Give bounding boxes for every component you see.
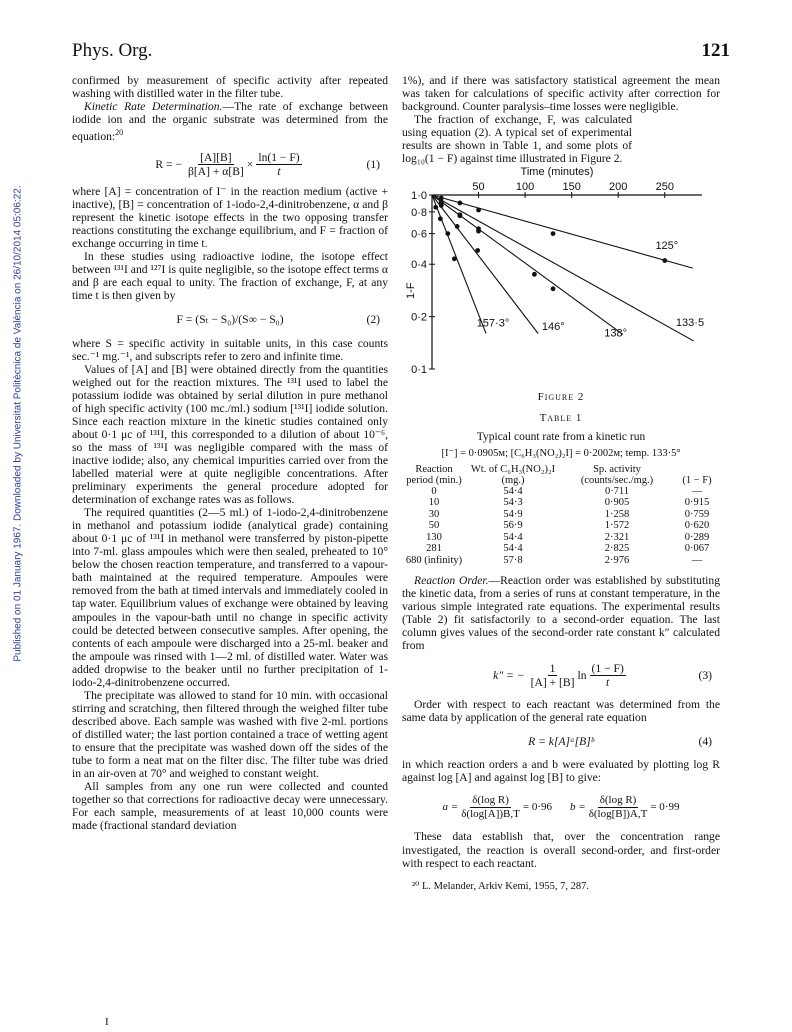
table-cell: 0·759 — [684, 508, 710, 520]
equation-number: (4) — [698, 734, 712, 748]
table-cell: 0·067 — [684, 543, 710, 555]
table-cell: 50 — [428, 520, 440, 532]
table-caption: Table 1 — [539, 412, 583, 425]
table-row — [402, 509, 720, 521]
table-header: Sp. activity (counts/sec./mg.) — [580, 463, 654, 486]
data-point — [445, 232, 450, 237]
data-point — [438, 217, 443, 222]
table-cell: 54·3 — [503, 497, 523, 509]
series-label: 125° — [655, 240, 679, 253]
table-cell: 680 (infinity) — [405, 554, 463, 566]
table-row — [402, 532, 720, 544]
table-cell: 1·572 — [604, 520, 630, 532]
data-point — [475, 248, 480, 253]
paragraph: Reaction Order.—Reaction order was established by substituting the kinetic data, from a series of runs at constant temperature, in the various simple integrated rate equations. The experimental results (Table 2) fit satisfactorily to a second-order equation. The last column gives values of the second-order rate constant k″ calculated from — [402, 574, 720, 653]
data-point — [458, 201, 463, 206]
section-heading: Kinetic Rate Determination. — [84, 100, 223, 114]
table-header-row — [402, 464, 720, 486]
table-conditions: [I⁻] = 0·0905м; [C₆H₃(NO₂)₂I] = 0·2002м; temp. 133·5° — [441, 448, 681, 460]
series-label: 157·3° — [476, 317, 510, 330]
paragraph: The fraction of exchange, F, was calculated using equation (2). A typical set of experimental results are shown in Table 1, and some plots of log₁₀(1 − F) against time illustrated in Figure 2. — [402, 113, 632, 166]
table-cell: 54·4 — [503, 531, 523, 543]
table-row — [402, 486, 720, 498]
paragraph: All samples from any one run were collected and counted together so that corrections for radioactive decay were unnecessary. For each sample, measurements of at least 10,000 counts were made (fractional standard deviation — [72, 780, 388, 833]
x-tick-label: 200 — [609, 181, 628, 194]
data-point — [455, 224, 460, 229]
table-cell: 0·915 — [684, 497, 710, 509]
journal-header: Phys. Org. — [72, 40, 153, 61]
table-cell: 2·976 — [604, 554, 630, 566]
data-point — [476, 229, 481, 234]
data-point — [476, 208, 481, 213]
signature-mark: I — [105, 1016, 109, 1028]
paragraph: Values of [A] and [B] were obtained directly from the quantities weighed out for the reaction mixtures. The ¹³¹I used to label the potassium iodide was obtained by serial dilution in pure methanol of high specific activity (100 mc./ml.) sodium [¹³¹I] iodide solution. Since each reaction mixture in the kinetic studies contained only about 0·1 μc of ¹³¹I, this corresponded to a dilution of about 10⁻⁶, so the mass of ¹³¹I was negligible compared with the mass of inactive iodide; also, any chemical impurities carried over from the labelled material were at quite negligible concentrations. After preliminary experiments the general procedure adopted for determination of exchange rates was as follows. — [72, 362, 388, 507]
table-cell: 1·258 — [604, 508, 630, 520]
series-line — [432, 195, 538, 333]
download-watermark[interactable]: Published on 01 January 1967. Downloaded by Universitat Politècnica de València on 26/10/2014 05:06:22. — [12, 185, 24, 662]
table-cell: — — [691, 485, 703, 497]
data-point — [551, 232, 556, 237]
data-point — [532, 272, 537, 277]
x-tick-label: 50 — [472, 181, 485, 194]
table-cell: 10 — [428, 497, 440, 509]
table-cell: 56·9 — [503, 520, 523, 532]
table-row — [402, 555, 720, 567]
series-label: 133·5 — [675, 317, 705, 330]
paragraph: The required quantities (2—5 ml.) of 1-iodo-2,4-dinitrobenzene in methanol and potassium iodide (analytical grade) containing about 0·1 μc of ¹³¹I in methanol were transferred by piston-pipette into 7-ml. glass ampoules which were then sealed, preheated to 10° below the chosen reaction temperature, and transferred to a vapour-bath maintained at the required temperature. Ampoules were removed from the bath at timed intervals and immediately cooled in tap water. Equilibrium values of exchange were obtained by leaving ampoules in the vapour-bath until no change in specific activity could be detected between consecutive samples. After opening, the contents of each ampoule were discharged into a 25-ml. beaker and the ampoule was rinsed with 1—2 ml. of distilled water. Water was added dropwise to the beaker until no further precipitation of 1-iodo-2,4-dinitrobenzene occurred. — [72, 506, 388, 689]
table-cell: 54·9 — [503, 508, 523, 520]
data-table — [402, 464, 720, 567]
equation-2: F = (Sₜ − S₀)/(S∞ − S₀) (2) — [176, 312, 380, 326]
table-row — [402, 520, 720, 532]
table-cell: 2·825 — [604, 543, 630, 555]
y-tick-label: 0·1 — [411, 364, 427, 377]
table-header: (1 − F) — [682, 474, 712, 486]
data-point — [662, 258, 667, 263]
equation-number: (2) — [366, 312, 380, 326]
y-tick-label: 0·4 — [411, 259, 427, 272]
y-tick-label: 1·0 — [411, 190, 427, 203]
y-tick-label: 0·2 — [411, 311, 427, 324]
table-cell: 0·289 — [684, 531, 710, 543]
paragraph: where [A] = concentration of I⁻ in the reaction medium (active + inactive), [B] = concentration of 1-iodo-2,4-dinitrobenzene, α and β represent the kinetic isotope effects in the two opposing transfer reactions constituting the exchange equilibrium, and F = fraction of exchange occurring in time t. — [72, 185, 388, 251]
paragraph: In these studies using radioactive iodine, the isotope effect between ¹³¹I and ¹²⁷I is quite negligible, so the isotope effect terms α and β are each equal to unity. The fraction of exchange, F, at any time t is then given by — [72, 250, 388, 303]
table-cell: 0 — [431, 485, 437, 497]
data-point — [551, 287, 556, 292]
footnote: ²⁰ L. Melander, Arkiv Kemi, 1955, 7, 287. — [412, 880, 589, 892]
paragraph: confirmed by measurement of specific activity after repeated washing with distilled water in the filter tube. — [72, 74, 388, 101]
table-cell: 130 — [426, 531, 442, 543]
table-cell: 54·4 — [503, 485, 523, 497]
y-tick-label: 0·8 — [411, 207, 427, 220]
table-cell: 54·4 — [503, 543, 523, 555]
data-point — [458, 214, 463, 219]
equation-1: R = − $\frac{[A][B]}{\beta[A] + \alpha[B]}$ × $\frac{\ln(1 - F)}{t}$ (1) — [155, 150, 380, 178]
paragraph: where S = specific activity in suitable units, in this case counts sec.⁻¹ mg.⁻¹, and subscripts refer to zero and infinite time. — [72, 336, 388, 363]
series-label: 138° — [604, 327, 628, 340]
series-line — [432, 195, 694, 341]
table-row — [402, 543, 720, 555]
data-point — [452, 257, 457, 262]
kinetic-plot — [402, 165, 720, 387]
table-cell: 2·321 — [604, 531, 630, 543]
paragraph: 1%), and if there was satisfactory statistical agreement the mean was taken for calculations of specific activity after correction for background. Counter paralysis–time losses were negligible. — [402, 74, 720, 114]
reference-mark: 20 — [115, 128, 124, 138]
equation-number: (1) — [366, 157, 380, 171]
data-point — [439, 196, 444, 201]
series-line — [432, 195, 693, 268]
y-tick-label: 0·6 — [411, 228, 427, 241]
section-heading: Reaction Order. — [414, 574, 489, 588]
series-label: 146° — [541, 321, 565, 334]
table-cell: 30 — [428, 508, 440, 520]
table-cell: 57·8 — [503, 554, 523, 566]
x-tick-label: 100 — [515, 181, 535, 194]
equation-4: R = k[A]ᵃ[B]ᵇ (4) — [528, 734, 712, 748]
paragraph: in which reaction orders a and b were evaluated by plotting log R against log [A] and against log [B] to give: — [402, 758, 720, 785]
table-cell: 281 — [426, 543, 442, 555]
figure-caption: Figure 2 — [537, 391, 585, 404]
table-cell: 0·711 — [604, 485, 630, 497]
paragraph: Kinetic Rate Determination.—The rate of exchange between iodide ion and the organic substrate was determined from the equation:$^{20}$ — [72, 100, 388, 144]
data-point — [433, 205, 438, 210]
paragraph: These data establish that, over the concentration range investigated, the reaction is overall second-order, and first-order with respect to each reactant. — [402, 830, 720, 870]
page-number: 121 — [701, 40, 730, 61]
table-header: Reaction period (min.) — [406, 463, 462, 486]
x-tick-label: 150 — [562, 181, 581, 194]
table-title: Typical count rate from a kinetic run — [476, 431, 646, 444]
equation-5: a = $\frac{\text{δ(log R)}}{\delta(\log[A])B,T}$ = 0·96 b = $\frac{\text{δ(log R)}}{\delta(\log[B])A,T}$ = 0·99 — [442, 793, 680, 820]
paragraph: Order with respect to each reactant was determined from the same data by application of the general rate equation — [402, 698, 720, 725]
equation-3: k″ = − $\frac{1}{[A] + [B]}$ ln $\frac{(1 - F)}{t}$ (3) — [493, 661, 712, 689]
table-header: Wt. of C₆H₃(NO₂)₂I (mg.) — [470, 463, 556, 486]
table-row — [402, 497, 720, 509]
table-cell: 0·905 — [604, 497, 630, 509]
right-column — [402, 74, 720, 893]
y-axis-title: 1-F — [405, 282, 417, 300]
x-tick-label: 250 — [655, 181, 674, 194]
left-column — [72, 74, 388, 832]
x-axis-title: Time (minutes) — [520, 166, 594, 179]
paragraph: The precipitate was allowed to stand for 10 min. with occasional stirring and scratching, then filtered through the weighed filter tube described above. Each sample was washed with five 2-ml. portions of distilled water; the last portion contained a trace of wetting agent to ensure that the precipitate was washed down off the sides of the tube to form a neat mat on the filter disc. The filter tube was dried in an air-oven at 70° and weighed to constant weight. — [72, 688, 388, 781]
table-cell: 0·620 — [684, 520, 710, 532]
table-cell: — — [691, 554, 703, 566]
equation-number: (3) — [698, 668, 712, 682]
